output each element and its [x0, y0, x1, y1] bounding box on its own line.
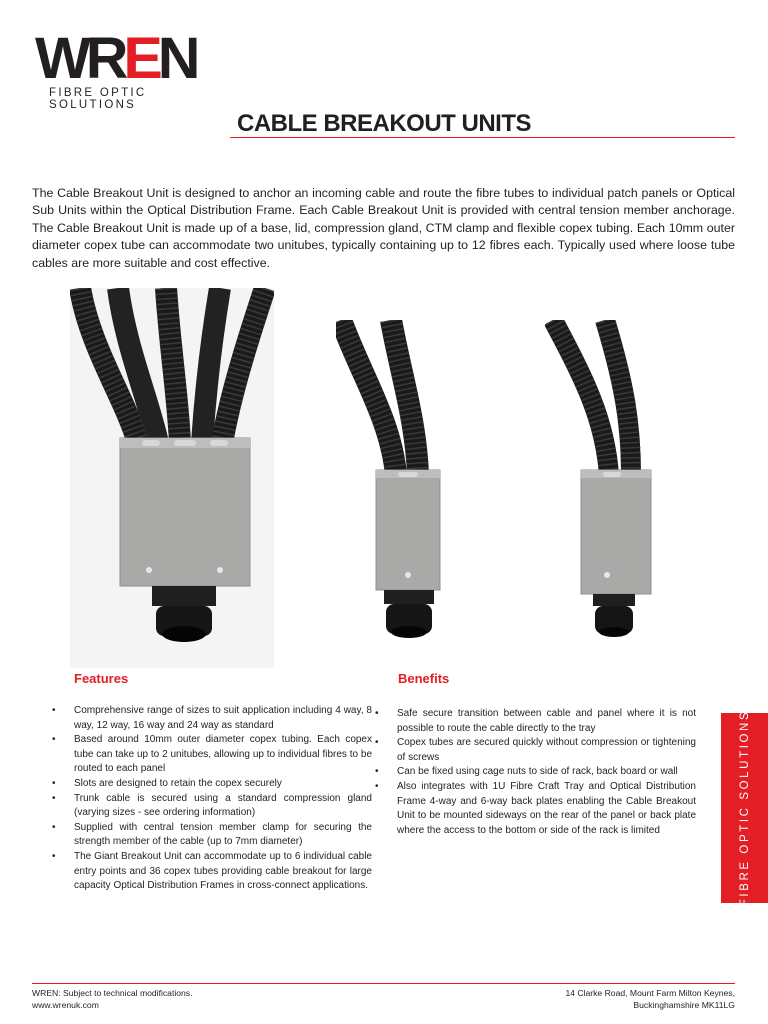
list-item: • Safe secure transition between cable and panel where it is not possible to route the cable directly to the tray [373, 707, 696, 736]
logo-wordmark: WREN [35, 26, 196, 91]
footer-website-link[interactable]: www.wrenuk.com [32, 999, 99, 1010]
list-item: • Copex tubes are secured quickly without compression or tightening of screws [373, 736, 696, 765]
page-title: CABLE BREAKOUT UNITS [237, 110, 531, 137]
benefits-list [373, 707, 696, 838]
side-tab [721, 709, 768, 907]
address-line-1: 14 Clarke Road, Mount Farm Milton Keynes, [565, 988, 735, 998]
footer-address [565, 988, 735, 1011]
list-item: • The Giant Breakout Unit can accommodate up to 6 individual cable entry points and 36 copex tubes providing cable breakout for large capacity Optical Distribution Frames in cross-connect applications. [50, 850, 372, 894]
breakout-unit-medium-image [336, 320, 466, 650]
list-item: • Slots are designed to retain the copex securely [50, 777, 372, 792]
list-item: • Comprehensive range of sizes to suit application including 4 way, 8 way, 12 way, 16 way and 24 way as standard [50, 704, 372, 733]
benefits-heading: Benefits [398, 671, 450, 686]
intro-paragraph: The Cable Breakout Unit is designed to anchor an incoming cable and route the fibre tubes to individual patch panels or Optical Sub Units within the Optical Distribution Frame. Each Cable Breakout Unit is provided with central tension member anchorage. The Cable Breakout Unit is made up of a base, lid, compression gland, CTM clamp and flexible copex tubing. Each 10mm outer diameter copex tube can accommodate two unitubes, typically containing up to 12 fibres each. Typically used where loose tube cables are more suitable and cost effective. [32, 186, 735, 270]
list-item: • Also integrates with 1U Fibre Craft Tray and Optical Distribution Frame 4-way and 6-way back plates enabling the Cable Breakout Unit to be mounted sideways on the rear of the panel or back plate where the access to the bottom or side of the rack is limited [373, 780, 696, 838]
footer-disclaimer: WREN: Subject to technical modifications. [32, 988, 193, 998]
breakout-unit-small-image [545, 320, 665, 650]
address-line-2: Buckinghamshire MK11LG [633, 999, 735, 1010]
features-list [50, 704, 372, 894]
list-item: • Supplied with central tension member clamp for securing the strength member of the cable (up to 7mm diameter) [50, 821, 372, 850]
footer-left [32, 988, 192, 1011]
side-tab-label: FIBRE OPTIC SOLUTIONS [739, 709, 751, 907]
list-item: • Can be fixed using cage nuts to side of rack, back board or wall [373, 765, 696, 780]
footer-divider [32, 983, 735, 984]
title-divider [230, 137, 735, 138]
logo-tagline: FIBRE OPTIC SOLUTIONS [49, 87, 147, 111]
list-item: • Based around 10mm outer diameter copex tubing. Each copex tube can take up to 2 unitubes, allowing up to individual fibres to be routed to each panel [50, 733, 372, 777]
breakout-unit-large-image [70, 288, 274, 668]
wren-logo [35, 26, 235, 111]
features-heading: Features [74, 671, 129, 686]
list-item: • Trunk cable is secured using a standard compression gland (varying sizes - see ordering information) [50, 792, 372, 821]
